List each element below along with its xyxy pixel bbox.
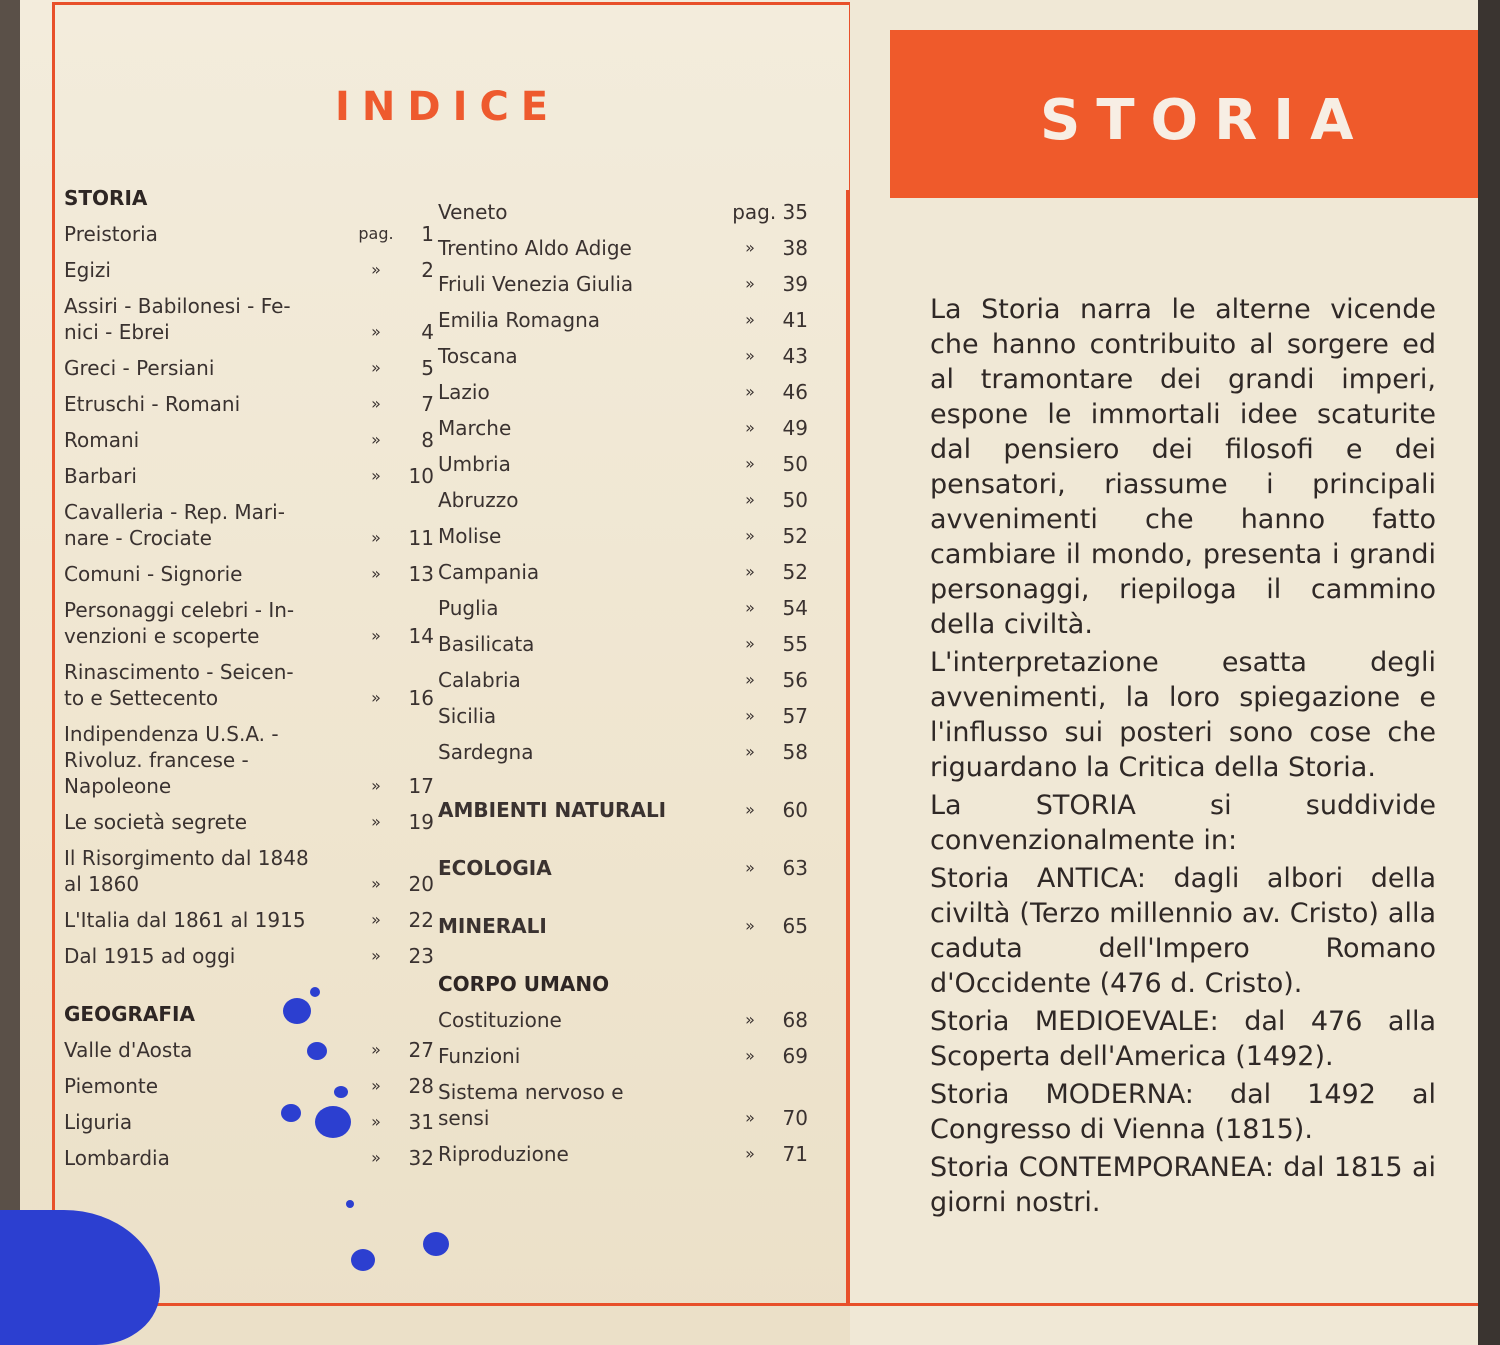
index-entry (438, 850, 808, 886)
index-entry-page: 65 (782, 914, 808, 938)
index-entry-page: 49 (782, 416, 808, 440)
index-entry-prefix: » (371, 528, 381, 547)
index-entry-title: Preistoria (64, 222, 158, 246)
index-entry (64, 556, 434, 592)
index-entry-prefix: » (745, 562, 755, 581)
index-entry-page: 55 (782, 632, 808, 656)
index-entry (64, 494, 434, 556)
index-entry-title: Piemonte (64, 1074, 159, 1098)
index-entry-page: 20 (408, 872, 434, 896)
ink-blot (346, 1200, 354, 1208)
index-entry-title: Romani (64, 428, 140, 452)
index-entry-prefix: » (371, 466, 381, 485)
index-entry-page: 50 (782, 488, 808, 512)
index-entry-prefix: » (371, 322, 381, 341)
index-entry-title: L'Italia dal 1861 al 1915 (64, 908, 306, 932)
index-entry-page: 69 (782, 1044, 808, 1068)
index-entry-title: Calabria (438, 668, 521, 692)
storia-paragraph: La Storia narra le alterne vicende che hanno contribuito al sorgere ed al tramontare dei grandi imperi, espone le immortali idee scaturite dal pensiero dei filosofi e dei pensatori, riassume i principali avvenimenti che hanno fatto cambiare il mondo, presenta i grandi personaggi, riepiloga il cammino della civiltà. (930, 294, 1436, 640)
index-entry-title: Riproduzione (438, 1142, 569, 1166)
index-entry-page: 11 (408, 526, 434, 550)
ambienti-entry (438, 792, 808, 828)
index-entry (438, 1002, 808, 1038)
index-entry (438, 338, 808, 374)
ink-blot (351, 1249, 375, 1271)
index-entry-title: Campania (438, 560, 540, 584)
ink-blot (283, 998, 311, 1024)
index-entry-page: 1 (421, 222, 434, 246)
index-entry-page: 57 (782, 704, 808, 728)
index-entry-page: 70 (782, 1106, 808, 1130)
index-column-right (438, 194, 808, 1172)
index-entry-title: Emilia Romagna (438, 308, 601, 332)
index-entry-page: 54 (782, 596, 808, 620)
index-entry (438, 1074, 808, 1136)
index-entry (64, 902, 434, 938)
index-entry-prefix: » (745, 418, 755, 437)
index-entry-prefix: » (371, 688, 381, 707)
index-entry (64, 1140, 434, 1176)
index-entry (438, 662, 808, 698)
section-head-geografia: GEOGRAFIA (64, 1002, 195, 1026)
index-entry-prefix: » (371, 946, 381, 965)
index-entry (438, 908, 808, 944)
index-entry-title: Assiri - Babilonesi - Fe- nici - Ebrei (64, 294, 291, 344)
index-entry-page: 13 (408, 562, 434, 586)
index-entry (438, 590, 808, 626)
index-entry-title: Egizi (64, 258, 111, 282)
index-entry-prefix: » (745, 1144, 755, 1163)
scan-edge-right (1478, 0, 1500, 1345)
index-entry-page: 4 (421, 320, 434, 344)
index-entry-title: Le società segrete (64, 810, 248, 834)
index-entry-page: 14 (408, 624, 434, 648)
index-entry-title: Friuli Venezia Giulia (438, 272, 634, 296)
index-entry (64, 458, 434, 494)
index-entry-title: Umbria (438, 452, 511, 476)
index-entry-page: 16 (408, 686, 434, 710)
index-entry-prefix: pag. (358, 224, 394, 243)
corpo-list (438, 1002, 808, 1172)
geografia-list-left (64, 1032, 434, 1176)
index-entry (438, 1038, 808, 1074)
index-entry-title: Funzioni (438, 1044, 521, 1068)
ink-blot (310, 987, 320, 997)
storia-paragraph: Storia MEDIOEVALE: dal 476 alla Scoperta dell'America (1492). (930, 1006, 1436, 1072)
index-entry-page: 32 (408, 1146, 434, 1170)
index-entry-title: Dal 1915 ad oggi (64, 944, 236, 968)
index-entry-title: ECOLOGIA (438, 856, 552, 880)
index-entry (438, 302, 808, 338)
storia-title: STORIA (1040, 88, 1370, 153)
index-entry (438, 230, 808, 266)
index-entry-prefix: » (745, 526, 755, 545)
index-entry-page: 56 (782, 668, 808, 692)
storia-paragraph: Storia MODERNA: dal 1492 al Congresso di Vienna (1815). (930, 1079, 1436, 1145)
index-entry-page: 63 (782, 856, 808, 880)
index-entry-title: Toscana (438, 344, 518, 368)
index-entry (64, 654, 434, 716)
index-entry-prefix: » (371, 626, 381, 645)
index-entry-page: 50 (782, 452, 808, 476)
index-entry-page: 68 (782, 1008, 808, 1032)
index-entry-page: 10 (408, 464, 434, 488)
index-entry-prefix: » (371, 776, 381, 795)
index-entry (438, 446, 808, 482)
index-entry-title: Abruzzo (438, 488, 519, 512)
index-entry-prefix: » (745, 1046, 755, 1065)
index-entry-title: Lazio (438, 380, 490, 404)
index-entry (64, 422, 434, 458)
index-entry-page: 23 (408, 944, 434, 968)
index-entry-prefix: » (371, 910, 381, 929)
index-entry-title: Personaggi celebri - In- venzioni e scoperte (64, 598, 295, 648)
index-entry-title: AMBIENTI NATURALI (438, 798, 667, 822)
index-entry-prefix: » (745, 382, 755, 401)
index-entry-title: Liguria (64, 1110, 133, 1134)
geografia-list-right (438, 194, 808, 770)
index-entry-prefix: » (745, 916, 755, 935)
index-entry-title: Sicilia (438, 704, 497, 728)
index-entry-title: Sistema nervoso e sensi (438, 1080, 624, 1130)
index-title: INDICE (335, 84, 561, 130)
index-entry (64, 1104, 434, 1140)
index-entry-page: 19 (408, 810, 434, 834)
storia-paragraph: L'interpretazione esatta degli avvenimenti, la loro spiegazione e l'influsso sui posteri sono cose che riguardano la Critica della Storia. (930, 647, 1436, 783)
index-entry-page: 52 (782, 560, 808, 584)
index-entry-prefix: » (371, 564, 381, 583)
index-entry (438, 410, 808, 446)
index-entry-page: pag. 35 (732, 200, 808, 224)
index-entry-title: Greci - Persiani (64, 356, 215, 380)
index-entry (64, 804, 434, 840)
index-entry-prefix: » (745, 454, 755, 473)
index-entry (438, 266, 808, 302)
section-head-corpo-umano: CORPO UMANO (438, 972, 610, 996)
index-entry-page: 58 (782, 740, 808, 764)
index-entry-prefix: » (745, 706, 755, 725)
index-entry-prefix: » (745, 634, 755, 653)
index-entry (438, 698, 808, 734)
index-entry (438, 792, 808, 828)
index-entry (64, 252, 434, 288)
index-entry-title: Barbari (64, 464, 137, 488)
index-entry-prefix: » (371, 1148, 381, 1167)
index-entry-title: Marche (438, 416, 512, 440)
index-entry-title: Basilicata (438, 632, 535, 656)
ecologia-entry (438, 850, 808, 886)
index-entry-prefix: » (371, 394, 381, 413)
index-entry (438, 482, 808, 518)
index-entry-page: 17 (408, 774, 434, 798)
index-entry-prefix: » (745, 1010, 755, 1029)
index-entry-prefix: » (745, 274, 755, 293)
index-entry (64, 840, 434, 902)
index-entry (438, 194, 808, 230)
index-entry (438, 1136, 808, 1172)
index-entry-prefix: » (371, 1112, 381, 1131)
index-entry (64, 1068, 434, 1104)
index-entry-title: Molise (438, 524, 502, 548)
index-entry (438, 626, 808, 662)
index-entry-page: 2 (421, 258, 434, 282)
ink-blot (334, 1086, 348, 1098)
section-head-storia: STORIA (64, 186, 148, 210)
index-entry (64, 592, 434, 654)
index-entry-prefix: » (745, 1108, 755, 1127)
index-entry-prefix: » (371, 358, 381, 377)
index-entry-title: Trentino Aldo Adige (438, 236, 632, 260)
index-entry-page: 41 (782, 308, 808, 332)
index-entry (438, 734, 808, 770)
index-entry-page: 5 (421, 356, 434, 380)
index-column-left (64, 180, 434, 1176)
index-entry-title: Rinascimento - Seicen- to e Settecento (64, 660, 294, 710)
index-entry-title: Etruschi - Romani (64, 392, 241, 416)
index-entry-prefix: » (745, 670, 755, 689)
index-entry-page: 60 (782, 798, 808, 822)
index-entry-title: Lombardia (64, 1146, 170, 1170)
index-entry-page: 31 (408, 1110, 434, 1134)
index-entry (64, 350, 434, 386)
index-entry-title: Indipendenza U.S.A. - Rivoluz. francese - Napoleone (64, 722, 279, 798)
index-entry-page: 22 (408, 908, 434, 932)
index-entry-prefix: » (745, 238, 755, 257)
ink-blot (307, 1042, 327, 1060)
index-entry-page: 52 (782, 524, 808, 548)
index-entry-prefix: » (371, 874, 381, 893)
index-entry-page: 38 (782, 236, 808, 260)
index-entry (64, 716, 434, 804)
index-entry-prefix: » (371, 1040, 381, 1059)
index-entry (438, 554, 808, 590)
index-entry-page: 43 (782, 344, 808, 368)
index-entry-title: Veneto (438, 200, 508, 224)
index-entry-prefix: » (745, 858, 755, 877)
index-entry-page: 39 (782, 272, 808, 296)
index-entry-title: MINERALI (438, 914, 547, 938)
index-entry-page: 7 (421, 392, 434, 416)
index-entry-title: Il Risorgimento dal 1848 al 1860 (64, 846, 309, 896)
ink-blot (281, 1104, 301, 1122)
index-entry-title: Costituzione (438, 1008, 562, 1032)
index-entry-title: Puglia (438, 596, 499, 620)
index-entry-page: 46 (782, 380, 808, 404)
storia-paragraph: Storia ANTICA: dagli albori della civiltà (Terzo millennio av. Cristo) alla caduta dell'Impero Romano d'Occidente (476 d. Cristo). (930, 863, 1436, 999)
index-entry (64, 938, 434, 974)
index-entry-prefix: » (371, 430, 381, 449)
index-entry-title: Cavalleria - Rep. Mari- nare - Crociate (64, 500, 285, 550)
index-entry-prefix: » (371, 1076, 381, 1095)
index-entry-page: 27 (408, 1038, 434, 1062)
index-entry-page: 28 (408, 1074, 434, 1098)
index-entry-title: Valle d'Aosta (64, 1038, 193, 1062)
index-entry-prefix: » (745, 310, 755, 329)
index-entry-title: Sardegna (438, 740, 534, 764)
index-entry (438, 518, 808, 554)
index-entry-prefix: » (745, 490, 755, 509)
index-entry-prefix: » (745, 742, 755, 761)
index-entry (64, 288, 434, 350)
storia-paragraph: La STORIA si suddivide convenzionalmente in: (930, 790, 1436, 856)
index-entry (438, 374, 808, 410)
ink-blot (315, 1106, 351, 1138)
index-entry-prefix: » (745, 346, 755, 365)
index-entry-prefix: » (745, 800, 755, 819)
ink-blot (423, 1232, 449, 1256)
index-entry (64, 1032, 434, 1068)
storia-list (64, 216, 434, 974)
index-entry-page: 71 (782, 1142, 808, 1166)
index-entry-prefix: » (745, 598, 755, 617)
index-entry-title: Comuni - Signorie (64, 562, 243, 586)
index-entry-prefix: » (371, 260, 381, 279)
minerali-entry (438, 908, 808, 944)
index-entry-prefix: » (371, 812, 381, 831)
storia-text (930, 292, 1436, 1223)
index-entry-page: 8 (421, 428, 434, 452)
storia-paragraph: Storia CONTEMPORANEA: dal 1815 ai giorni nostri. (930, 1152, 1436, 1218)
index-entry (64, 216, 434, 252)
index-entry (64, 386, 434, 422)
